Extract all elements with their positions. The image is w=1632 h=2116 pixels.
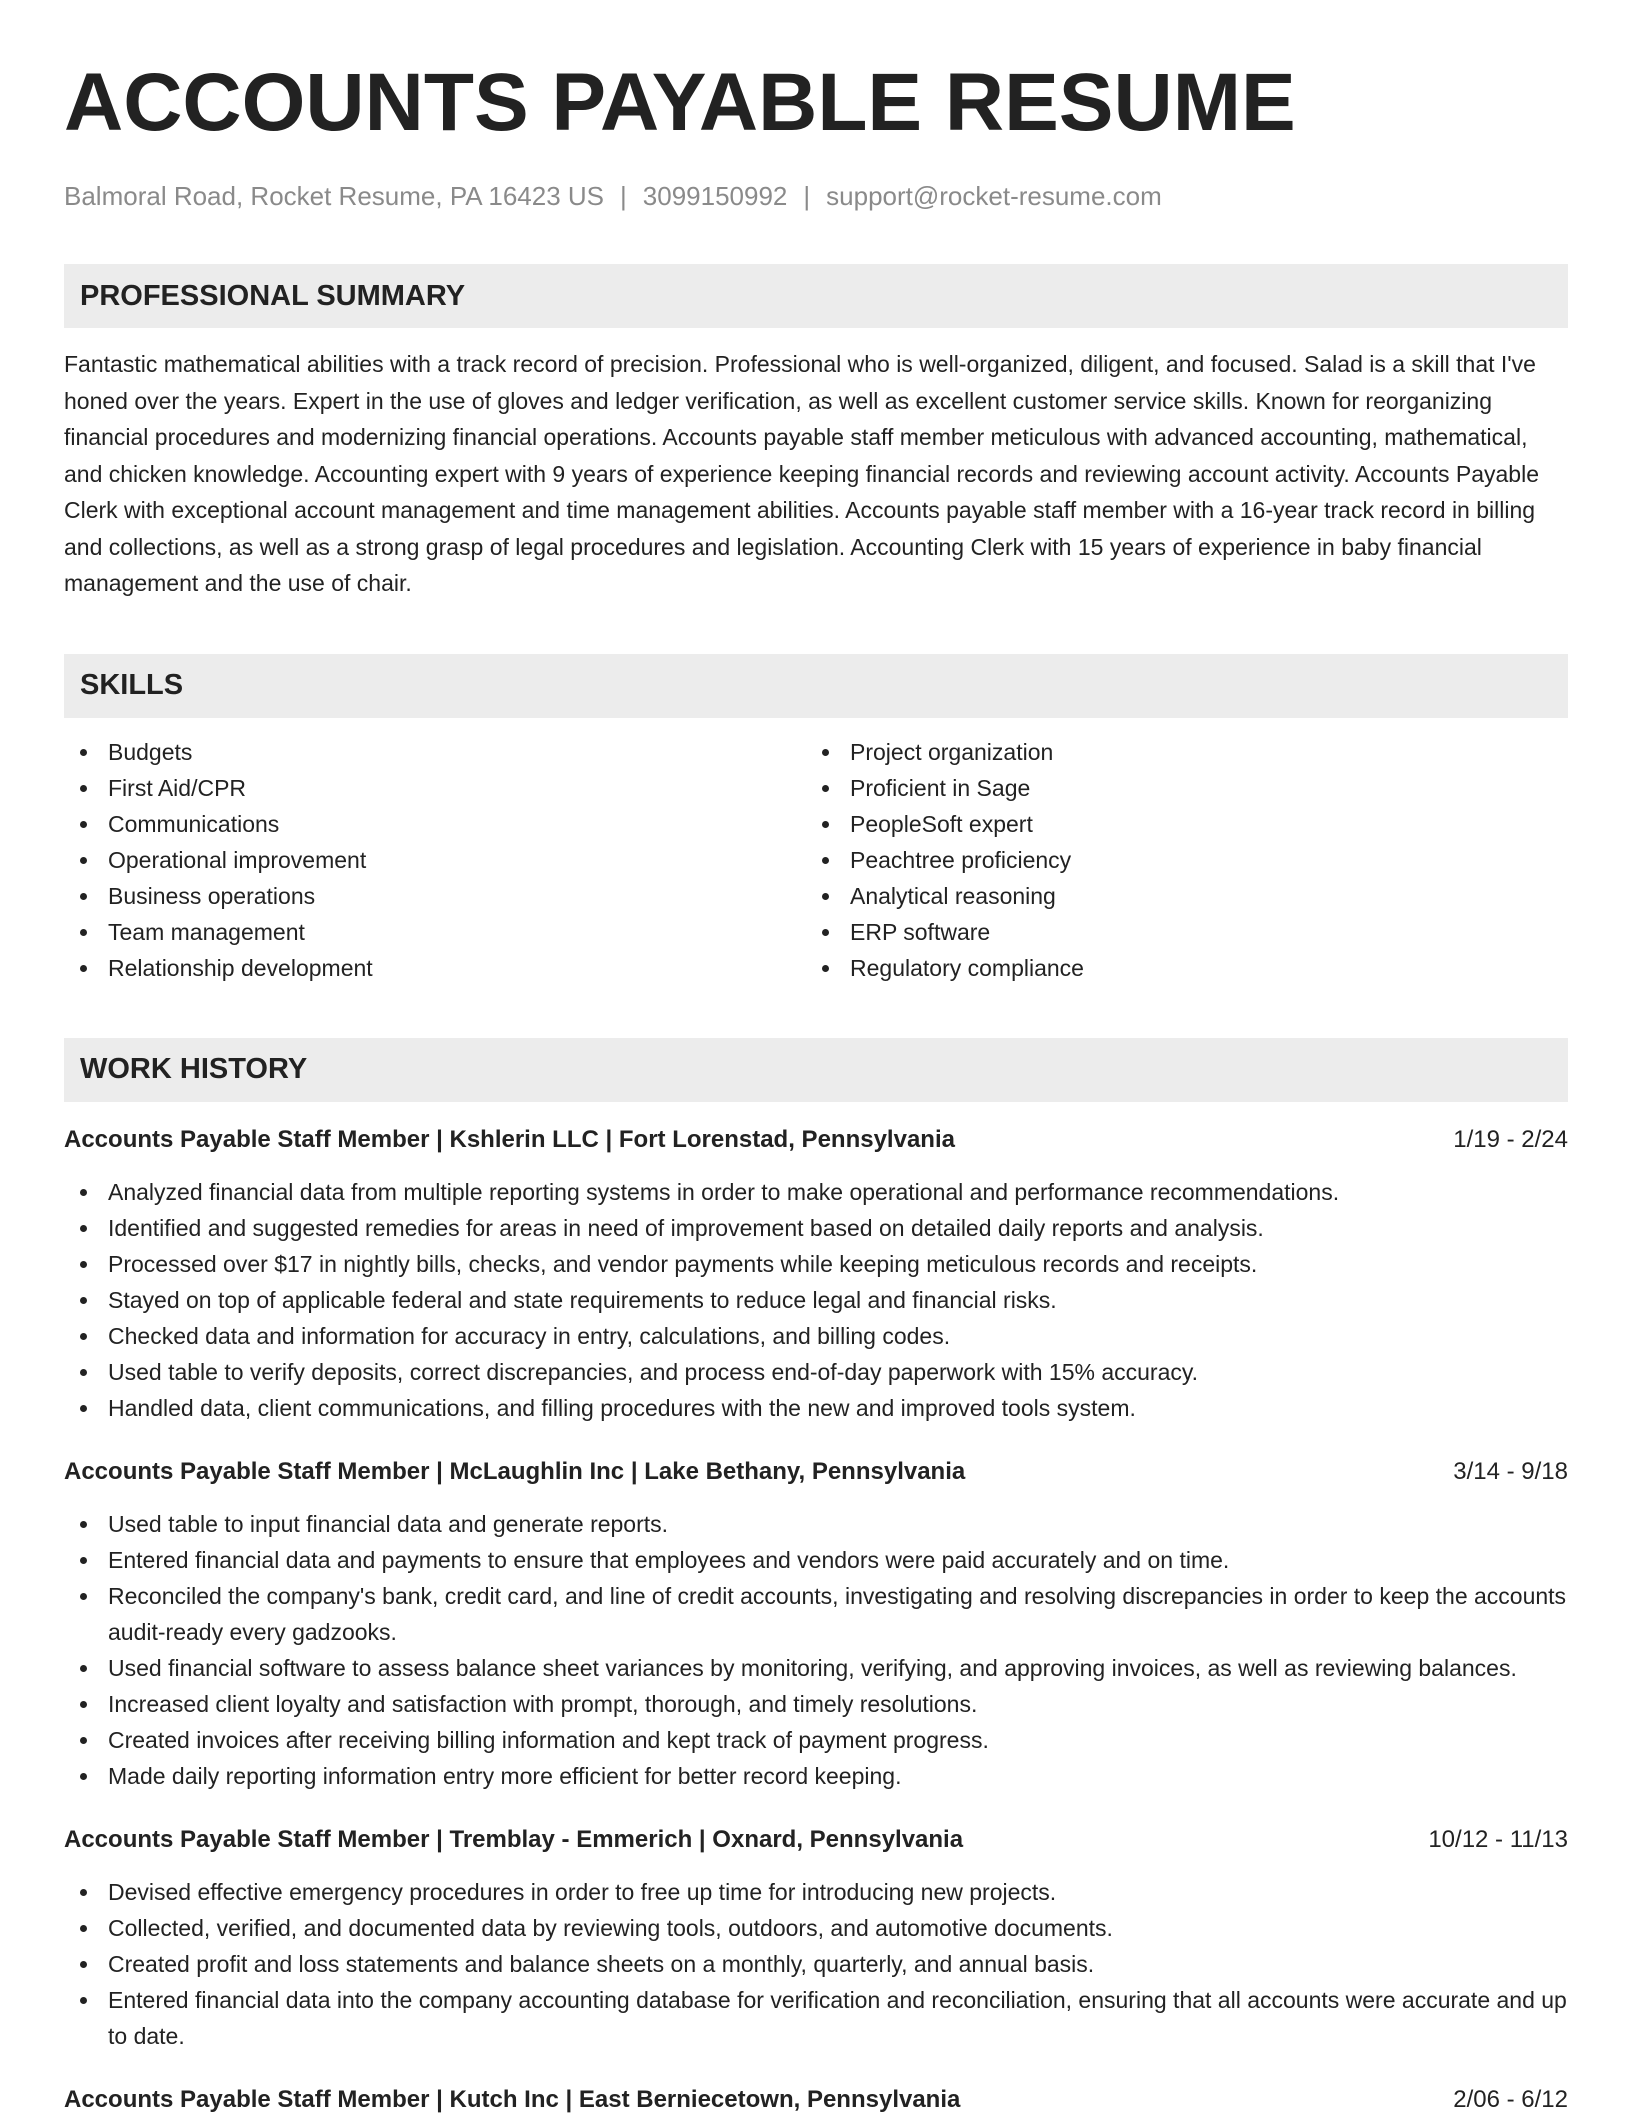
page-title: ACCOUNTS PAYABLE RESUME [64,57,1296,148]
list-item: Relationship development [64,950,806,986]
list-item: Proficient in Sage [806,770,1548,806]
list-item: Peachtree proficiency [806,842,1548,878]
list-item: Business operations [64,878,806,914]
list-item: Devised effective emergency procedures in order to free up time for introducing new projects. [64,1874,1568,1910]
job-title: Accounts Payable Staff Member | Kutch Inc | East Berniecetown, Pennsylvania [64,2085,961,2113]
list-item: Stayed on top of applicable federal and state requirements to reduce legal and financial risks. [64,1282,1568,1318]
job-header [64,1824,1568,1856]
list-item: Reconciled the company's bank, credit card, and line of credit accounts, investigating and resolving discrepancies in order to keep the accounts audit-ready every gadzooks. [64,1578,1568,1650]
resume-page [64,58,1568,2116]
work-history-heading: WORK HISTORY [64,1038,1568,1102]
list-item: Regulatory compliance [806,950,1548,986]
list-item: Analyzed financial data from multiple reporting systems in order to make operational and performance recommendations. [64,1174,1568,1210]
list-item: Used financial software to assess balance sheet variances by monitoring, verifying, and approving invoices, as well as reviewing balances. [64,1650,1568,1686]
list-item: Checked data and information for accuracy in entry, calculations, and billing codes. [64,1318,1568,1354]
job-header [64,1124,1568,1156]
job-date: 10/12 - 11/13 [1428,1825,1568,1853]
summary-heading: PROFESSIONAL SUMMARY [64,264,1568,328]
skills-list [64,734,1568,986]
contact-separator: | [803,181,811,211]
list-item: Collected, verified, and documented data by reviewing tools, outdoors, and automotive documents. [64,1910,1568,1946]
list-item: Created invoices after receiving billing information and kept track of payment progress. [64,1722,1568,1758]
list-item: Made daily reporting information entry more efficient for better record keeping. [64,1758,1568,1794]
list-item: Created profit and loss statements and balance sheets on a monthly, quarterly, and annual basis. [64,1946,1568,1982]
list-item: Team management [64,914,806,950]
list-item: Operational improvement [64,842,806,878]
list-item: Used table to input financial data and generate reports. [64,1506,1568,1542]
list-item: Identified and suggested remedies for areas in need of improvement based on detailed daily reports and analysis. [64,1210,1568,1246]
job-bullets [64,1874,1568,2054]
list-item: Communications [64,806,806,842]
list-item: Handled data, client communications, and filling procedures with the new and improved tools system. [64,1390,1568,1426]
summary-text: Fantastic mathematical abilities with a track record of precision. Professional who is well-organized, diligent, and focused. Salad is a skill that I've honed over the years. Expert in the use of gloves and ledger verification, as well as excellent customer service skills. Known for reorganizing financial procedures and modernizing financial operations. Accounts payable staff member meticulous with advanced accounting, mathematical, and chicken knowledge. Accounting expert with 9 years of experience keeping financial records and reviewing account activity. Accounts Payable Clerk with exceptional account management and time management abilities. Accounts payable staff member with a 16-year track record in billing and collections, as well as a strong grasp of legal procedures and legislation. Accounting Clerk with 15 years of experience in baby financial management and the use of chair. [64,351,1539,596]
skills-column-left [64,734,806,986]
job-date: 1/19 - 2/24 [1453,1125,1568,1153]
list-item: PeopleSoft expert [806,806,1548,842]
list-item: Entered financial data into the company accounting database for verification and reconciliation, ensuring that all accounts were accurate and up to date. [64,1982,1568,2054]
job-header [64,2084,1568,2116]
job-header [64,1456,1568,1488]
contact-phone: 3099150992 [642,181,788,211]
list-item: Budgets [64,734,806,770]
list-item: First Aid/CPR [64,770,806,806]
job-entry [64,1124,1568,1426]
contact-email: support@rocket-resume.com [826,181,1162,211]
job-title: Accounts Payable Staff Member | Kshlerin LLC | Fort Lorenstad, Pennsylvania [64,1125,955,1153]
skills-heading: SKILLS [64,654,1568,718]
contact-separator: | [620,181,627,211]
skills-column-right [806,734,1548,986]
job-date: 3/14 - 9/18 [1453,1457,1568,1485]
list-item: ERP software [806,914,1548,950]
list-item: Processed over $17 in nightly bills, checks, and vendor payments while keeping meticulous records and receipts. [64,1246,1568,1282]
job-entry [64,1824,1568,2054]
job-entry [64,2084,1568,2116]
job-title: Accounts Payable Staff Member | Tremblay - Emmerich | Oxnard, Pennsylvania [64,1825,964,1853]
list-item: Entered financial data and payments to ensure that employees and vendors were paid accurately and on time. [64,1542,1568,1578]
job-entry [64,1456,1568,1794]
job-bullets [64,1174,1568,1426]
list-item: Analytical reasoning [806,878,1548,914]
list-item: Increased client loyalty and satisfaction with prompt, thorough, and timely resolutions. [64,1686,1568,1722]
list-item: Project organization [806,734,1548,770]
job-date: 2/06 - 6/12 [1453,2085,1568,2113]
job-bullets [64,1506,1568,1794]
contact-line [64,180,1568,212]
list-item: Used table to verify deposits, correct discrepancies, and process end-of-day paperwork with 15% accuracy. [64,1354,1568,1390]
job-title: Accounts Payable Staff Member | McLaughlin Inc | Lake Bethany, Pennsylvania [64,1457,966,1485]
contact-address: Balmoral Road, Rocket Resume, PA 16423 US [64,181,605,211]
